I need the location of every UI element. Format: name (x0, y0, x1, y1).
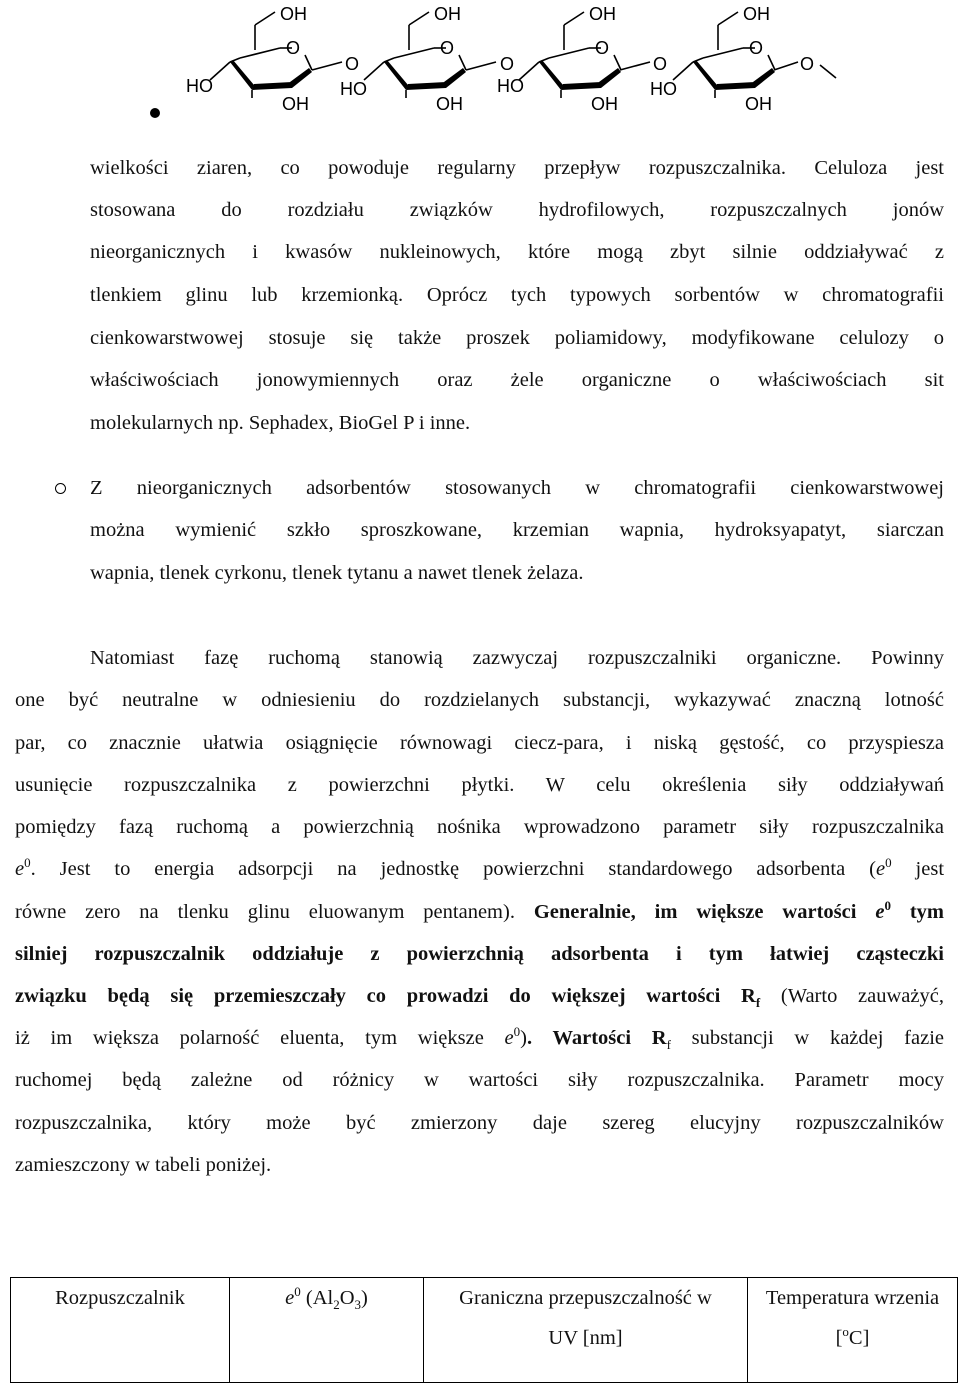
bond (718, 12, 738, 25)
header-e0-a: (Al (300, 1287, 334, 1309)
header-e0-c: ) (361, 1287, 368, 1309)
p3-line-6 (15, 857, 944, 881)
bond (305, 55, 312, 70)
header-boiling-line-2 (752, 1318, 953, 1358)
bond (409, 12, 429, 25)
bond (394, 48, 434, 58)
wedge-bond (406, 82, 446, 90)
header-e0-b: O (339, 1287, 355, 1309)
p3-line-7-bold: Generalnie, im większe wartości (533, 901, 876, 923)
bond (549, 48, 589, 58)
wedge-bond (230, 60, 254, 90)
p3-line-9-bold: związku będą się przemieszczały co prowadzi do większej wartości R (15, 985, 756, 1007)
header-boiling-line-1: Temperatura wrzenia (765, 1287, 940, 1309)
bond (210, 62, 230, 80)
p3-line-7-bold-tail: tym (890, 901, 944, 923)
wedge-bond (384, 60, 408, 90)
p2-line-1: Z nieorganicznych adsorbentów stosowanych w chromatografii cienkowarstwowej (90, 477, 944, 499)
p3-line-13: zamieszczony w tabeli poniżej. (15, 1154, 272, 1176)
wedge-bond (715, 82, 755, 90)
p3-line-9 (15, 984, 944, 1011)
wedge-bond (252, 82, 292, 90)
label-glycosidic-o: O (500, 54, 515, 74)
label-oh: OH (745, 94, 772, 114)
label-ring-o: O (749, 38, 764, 58)
solvent-table (10, 1277, 958, 1383)
label-oh: OH (591, 94, 618, 114)
label-ring-o: O (286, 38, 301, 58)
bond (240, 48, 280, 58)
bond (774, 62, 798, 70)
header-solvent (11, 1278, 230, 1383)
e0-superscript: 0 (294, 1284, 301, 1300)
p3-line-10-c: . Wartości R (526, 1027, 667, 1049)
header-boiling (748, 1278, 958, 1383)
p3-line-7-normal: równe zero na tlenku glinu eluowanym pentanem). (15, 901, 534, 923)
p2-line-3: wapnia, tlenek cyrkonu, tlenek tytanu a nawet tlenek żelaza. (90, 562, 584, 584)
p3-line-10-a: iż im większa polarność eluenta, tym większe (15, 1027, 505, 1049)
label-ho: HO (340, 79, 367, 99)
label-oh: OH (280, 4, 307, 24)
header-uv-line-1: Graniczna przepuszczalność w (459, 1287, 712, 1309)
p1-line-1: wielkości ziaren, co powoduje regularny przepływ rozpuszczalnika. Celuloza jest (90, 157, 944, 179)
p3-line-1: Natomiast fazę ruchomą stanowią zazwyczaj rozpuszczalniki organiczne. Powinny (90, 647, 944, 669)
p2-line-2: można wymienić szkło sproszkowane, krzemian wapnia, hydroksyapatyt, siarczan (90, 519, 944, 541)
bond (614, 55, 621, 70)
e0-superscript: 0 (513, 1024, 521, 1040)
p3-line-10-b: ) (520, 1027, 527, 1049)
p3-line-11: ruchomej będą zależne od różnicy w wartości siły rozpuszczalnika. Parametr mocy (15, 1069, 944, 1091)
p3-line-10-d: substancji w każdej fazie (670, 1027, 944, 1049)
sub-2: 2 (333, 1297, 340, 1313)
p1-line-6: właściwościach jonowymiennych oraz żele organiczne o właściwościach sit (90, 369, 944, 391)
bond (620, 62, 650, 70)
label-ho: HO (186, 76, 213, 96)
p3-line-12: rozpuszczalnika, który może być zmierzony daje szereg elucyjny rozpuszczalników (15, 1112, 944, 1134)
bond (364, 62, 384, 80)
label-ho: HO (497, 76, 524, 96)
bond (466, 62, 496, 70)
p3-line-7 (15, 900, 944, 924)
label-ring-o: O (440, 38, 455, 58)
bullet-dot (150, 108, 160, 118)
e0-superscript: 0 (24, 855, 31, 871)
label-glycosidic-o: O (800, 54, 815, 74)
rf-subscript: f (755, 995, 761, 1011)
e0-symbol: e (504, 1027, 514, 1049)
p3-line-2: one być neutralne w odniesieniu do rozdzielanych substancji, wykazywać znaczną lotność (15, 689, 944, 711)
e0-superscript: 0 (885, 855, 892, 871)
bond (703, 48, 743, 58)
table-header-row (11, 1278, 958, 1383)
label-ho: HO (650, 79, 677, 99)
label-oh: OH (589, 4, 616, 24)
degree-superscript: o (842, 1324, 849, 1340)
bond (255, 12, 275, 25)
label-glycosidic-o: O (653, 54, 668, 74)
label-glycosidic-o: O (345, 54, 360, 74)
wedge-bond (693, 60, 717, 90)
structure-labels (186, 4, 814, 114)
label-oh: OH (743, 4, 770, 24)
header-uv (424, 1278, 748, 1383)
wedge-bond (539, 60, 563, 90)
bond (564, 12, 584, 25)
bullet-circle (55, 483, 66, 494)
p3-line-3: par, co znacznie ułatwia osiągnięcie równowagi ciecz-para, i niską gęstość, co przyspiesza (15, 732, 944, 754)
header-e0 (230, 1278, 424, 1383)
e0-symbol: e (285, 1287, 295, 1309)
bond (820, 65, 836, 78)
wedge-bond (561, 82, 601, 90)
p3-line-9-normal: (Warto zauważyć, (760, 985, 944, 1007)
p3-line-5: pomiędzy fazą ruchomą a powierzchnią nośnika wprowadzono parametr siły rozpuszczalnika (15, 816, 944, 838)
label-ring-o: O (595, 38, 610, 58)
label-oh: OH (436, 94, 463, 114)
wedge-bond (599, 68, 621, 88)
label-oh: OH (282, 94, 309, 114)
p1-line-2: stosowana do rozdziału związków hydrofilowych, rozpuszczalnych jonów (90, 199, 944, 221)
p3-line-6-text: . Jest to energia adsorpcji na jednostkę powierzchni standardowego adsorbenta ( (30, 858, 876, 880)
e0-symbol: e (875, 858, 886, 880)
p3-line-4: usunięcie rozpuszczalnika z powierzchni płytki. W celu określenia siły oddziaływań (15, 774, 944, 796)
p1-line-7: molekularnych np. Sephadex, BioGel P i inne. (90, 412, 471, 434)
wedge-bond (290, 68, 312, 88)
header-uv-line-2: UV [nm] (548, 1327, 623, 1349)
bond (673, 62, 693, 80)
unit-celsius: C] (848, 1327, 870, 1349)
bond (312, 62, 342, 70)
label-oh: OH (434, 4, 461, 24)
e0-superscript: 0 (884, 898, 891, 914)
wedge-bond (753, 68, 775, 88)
p3-line-8: silniej rozpuszczalnik oddziałuje z powierzchnią adsorbenta i tym łatwiej cząsteczki (15, 943, 944, 965)
header-solvent-label: Rozpuszczalnik (55, 1287, 185, 1309)
sub-3: 3 (354, 1297, 362, 1313)
p3-line-6-tail: jest (891, 858, 945, 880)
bond (459, 55, 466, 70)
bracket-open: [ (835, 1327, 843, 1349)
wedge-bond (444, 68, 466, 88)
e0-symbol: e (875, 901, 885, 923)
rf-subscript: f (666, 1037, 671, 1053)
bond (768, 55, 775, 70)
p1-line-3: nieorganicznych i kwasów nukleinowych, które mogą zbyt silnie oddziaływać z (90, 241, 944, 263)
p3-line-10 (15, 1024, 944, 1053)
cellulose-structure-diagram (0, 0, 960, 135)
p1-line-4: tlenkiem glinu lub krzemionką. Oprócz tych typowych sorbentów w chromatografii (90, 284, 944, 306)
p1-line-5: cienkowarstwowej stosuje się także proszek poliamidowy, modyfikowane celulozy o (90, 327, 944, 349)
e0-symbol: e (15, 858, 25, 880)
